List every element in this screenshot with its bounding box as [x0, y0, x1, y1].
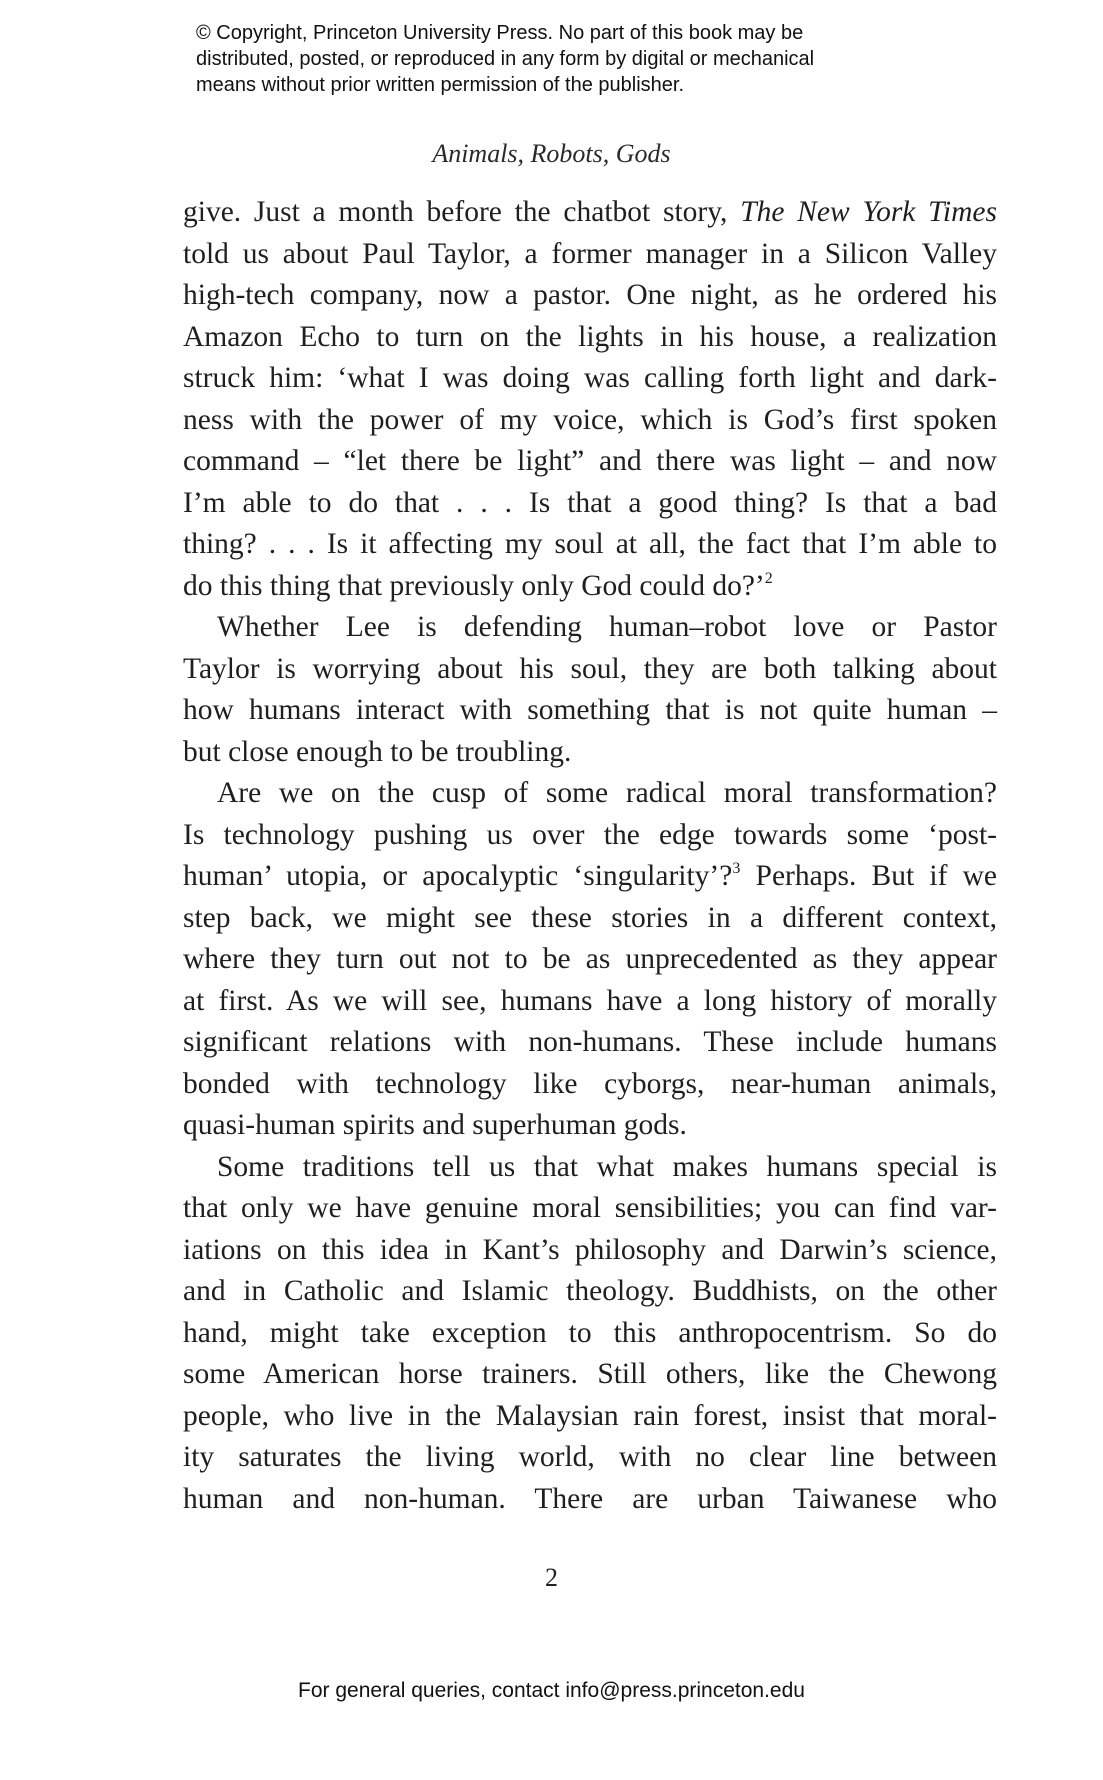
- text-segment: Taylor is worrying about his soul, they are both talking about: [183, 652, 997, 685]
- text-line: [183, 1313, 997, 1355]
- text-line: [183, 815, 997, 857]
- text-line: [183, 773, 997, 815]
- text-line: [183, 234, 997, 276]
- text-segment: ity saturates the living world, with no clear line between: [183, 1441, 997, 1473]
- text-line: [183, 1022, 997, 1064]
- text-line: [183, 400, 997, 442]
- footer-contact: For general queries, contact info@press.princeton.edu: [298, 1679, 805, 1702]
- text-segment: step back, we might see these stories in a different context,: [183, 901, 997, 934]
- text-segment: human’ utopia, or apocalyptic ‘singularity’?: [183, 860, 733, 892]
- text-segment: I’m able to do that . . . Is that a good thing? Is that a bad: [183, 486, 997, 519]
- page-number: 2: [545, 1563, 558, 1592]
- text-line: [183, 192, 997, 234]
- text-line: [183, 1479, 997, 1521]
- text-segment: where they turn out not to be as unprecedented as they appear: [183, 943, 997, 975]
- body-text: [183, 192, 997, 1520]
- text-segment: thing? . . . Is it affecting my soul at all, the fact that I’m able to: [183, 528, 997, 560]
- text-line: [183, 732, 997, 774]
- text-segment: but close enough to be troubling.: [183, 735, 572, 768]
- text-line: [183, 1147, 997, 1189]
- paragraph: [183, 192, 997, 607]
- paragraph: [183, 773, 997, 1147]
- text-segment: Are we on the cusp of some radical moral transformation?: [217, 777, 997, 809]
- text-segment: Some traditions tell us that what makes humans special is: [217, 1150, 997, 1183]
- text-line: [183, 690, 997, 732]
- text-segment: people, who live in the Malaysian rain forest, insist that moral-: [183, 1399, 997, 1432]
- text-segment: struck him: ‘what I was doing was calling forth light and dark-: [183, 362, 997, 394]
- paragraph: [183, 607, 997, 773]
- text-segment: Amazon Echo to turn on the lights in his house, a realization: [183, 320, 997, 353]
- text-line: [183, 1064, 997, 1106]
- text-segment: iations on this idea in Kant’s philosophy and Darwin’s science,: [183, 1233, 997, 1266]
- text-segment: Whether Lee is defending human–robot love or Pastor: [217, 611, 997, 643]
- text-line: [183, 898, 997, 940]
- text-line: [183, 441, 997, 483]
- text-segment: human and non-human. There are urban Taiwanese who: [183, 1482, 997, 1515]
- text-segment: ness with the power of my voice, which is God’s first spoken: [183, 403, 997, 436]
- text-line: [183, 981, 997, 1023]
- text-segment: hand, might take exception to this anthropocentrism. So do: [183, 1316, 997, 1349]
- text-segment: bonded with technology like cyborgs, near-human animals,: [183, 1067, 997, 1100]
- text-segment: how humans interact with something that is not quite human –: [183, 694, 997, 726]
- text-segment: some American horse trainers. Still others, like the Chewong: [183, 1358, 997, 1390]
- text-segment: told us about Paul Taylor, a former manager in a Silicon Valley: [183, 237, 997, 270]
- text-line: [183, 939, 997, 981]
- footnote-marker: 3: [732, 860, 741, 877]
- text-line: [183, 1396, 997, 1438]
- text-segment: Is technology pushing us over the edge towards some ‘post-: [183, 818, 997, 851]
- text-segment: that only we have genuine moral sensibilities; you can find var-: [183, 1192, 997, 1224]
- text-line: [183, 1188, 997, 1230]
- text-line: [183, 856, 997, 898]
- text-line: [183, 1105, 997, 1147]
- text-line: [183, 1354, 997, 1396]
- text-segment: and in Catholic and Islamic theology. Buddhists, on the other: [183, 1275, 997, 1307]
- text-line: [183, 1437, 997, 1479]
- copyright-line: means without prior written permission of the publisher.: [196, 74, 685, 96]
- text-line: [183, 317, 997, 359]
- text-segment: high-tech company, now a pastor. One night, as he ordered his: [183, 279, 997, 311]
- running-head: Animals, Robots, Gods: [432, 139, 671, 168]
- text-segment: command – “let there be light” and there was light – and now: [183, 445, 997, 477]
- text-line: [183, 275, 997, 317]
- text-line: [183, 1230, 997, 1272]
- text-line: [183, 483, 997, 525]
- text-line: [183, 1271, 997, 1313]
- text-segment: do this thing that previously only God could do?’: [183, 569, 765, 602]
- text-segment: significant relations with non-humans. These include humans: [183, 1026, 997, 1058]
- copyright-line: © Copyright, Princeton University Press. No part of this book may be: [196, 22, 804, 44]
- text-segment: at first. As we will see, humans have a long history of morally: [183, 984, 997, 1017]
- text-segment: give. Just a month before the chatbot story,: [183, 196, 741, 228]
- text-segment: quasi-human spirits and superhuman gods.: [183, 1109, 687, 1141]
- text-line: [183, 524, 997, 566]
- text-segment: Perhaps. But if we: [740, 860, 997, 892]
- footnote-marker: 2: [764, 569, 773, 587]
- copyright-line: distributed, posted, or reproduced in any form by digital or mechanical: [196, 48, 815, 70]
- copyright-notice: [196, 20, 916, 98]
- text-line: [183, 649, 997, 691]
- italic-title: The New York Times: [740, 196, 997, 228]
- text-line: [183, 358, 997, 400]
- text-line: [183, 566, 997, 608]
- text-line: [183, 607, 997, 649]
- paragraph: [183, 1147, 997, 1521]
